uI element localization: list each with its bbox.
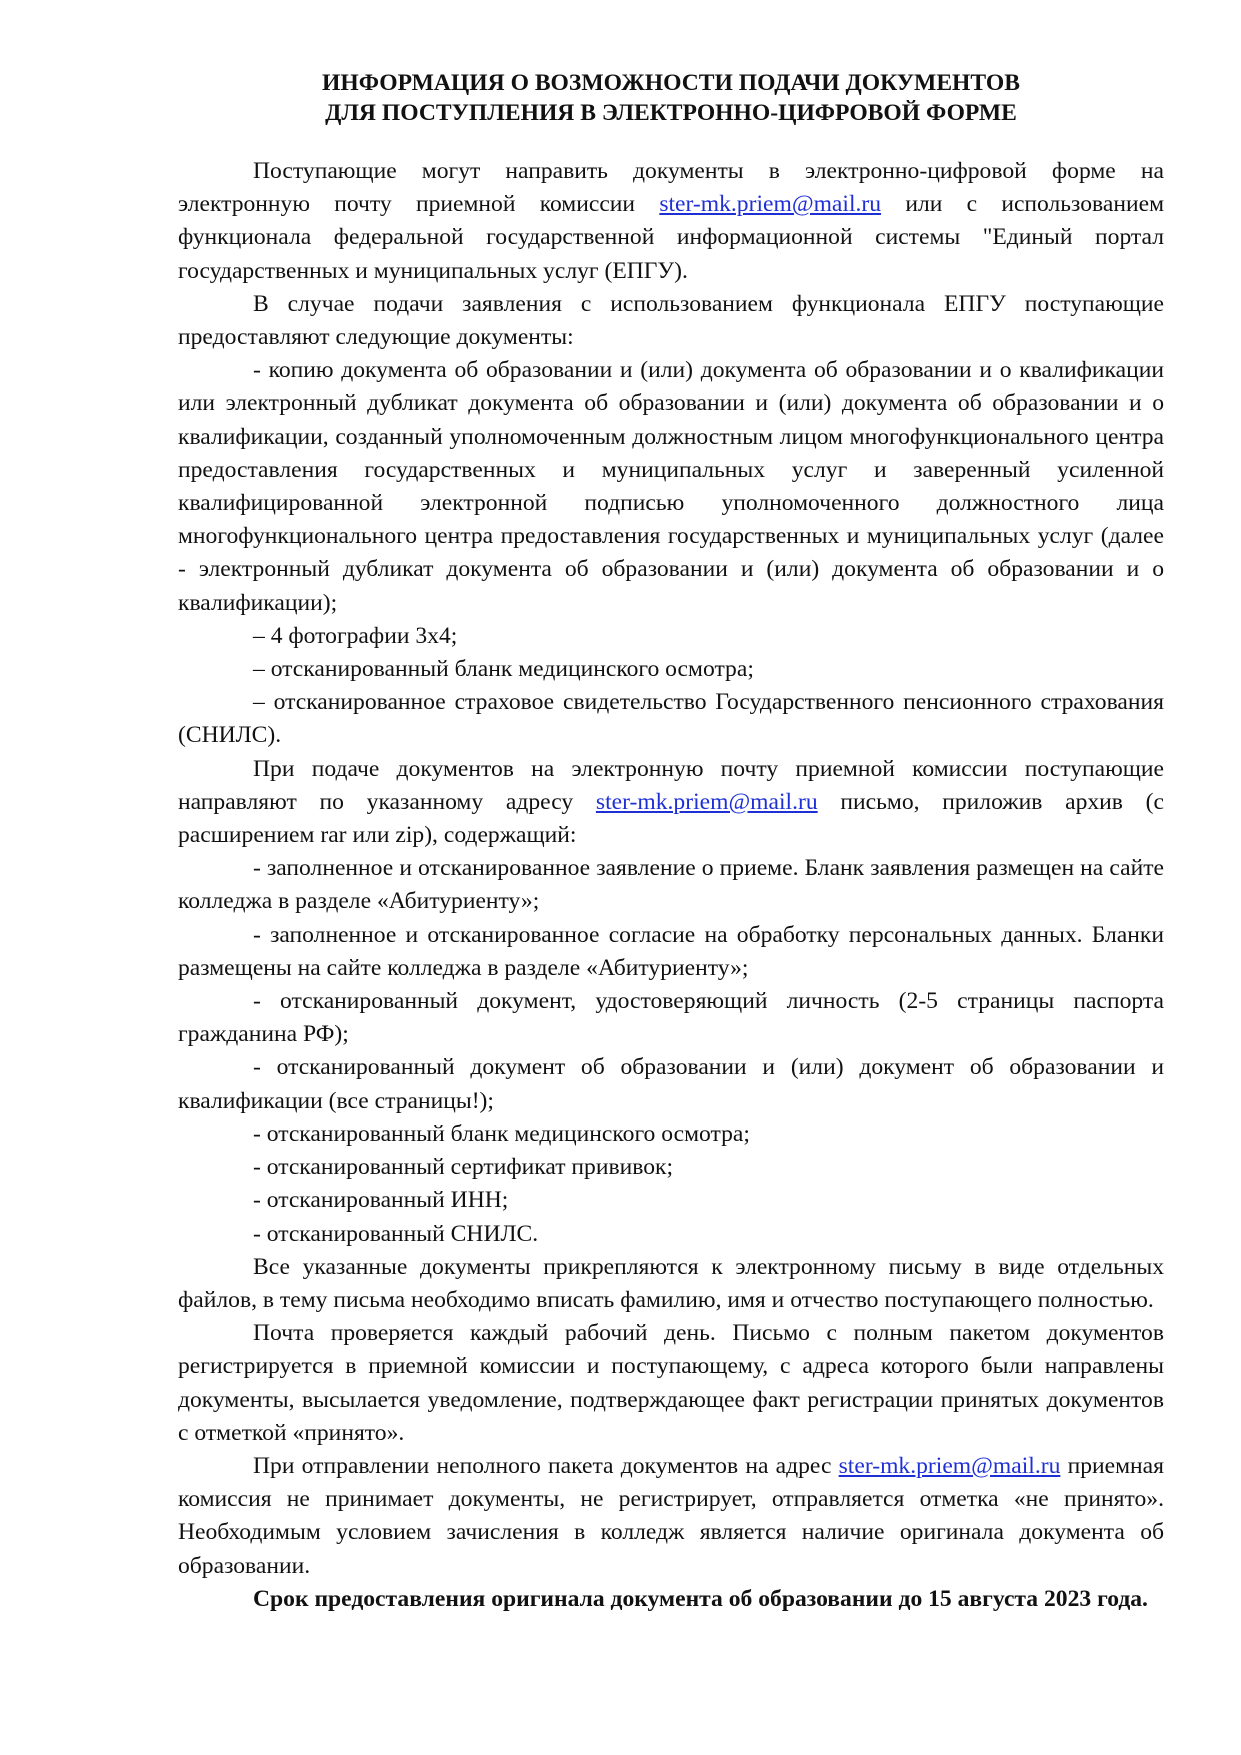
list-item-identity-document: - отсканированный документ, удостоверяющий личность (2-5 страницы паспорта гражданина РФ); xyxy=(178,988,1164,1048)
list-item-inn: - отсканированный ИНН; xyxy=(253,1187,509,1214)
list-item-education-scan: - отсканированный документ об образовании и (или) документ об образовании и квалификации (все страницы!); xyxy=(178,1054,1164,1114)
title-line-1: ИНФОРМАЦИЯ О ВОЗМОЖНОСТИ ПОДАЧИ ДОКУМЕНТОВ xyxy=(322,70,1020,96)
page-title xyxy=(178,68,1164,128)
paragraph-intro-text-a: Поступающие могут направить документы в электронно-цифровой форме на электронную почту приемной комиссии xyxy=(178,158,1164,218)
list-item-snils: - отсканированный СНИЛС. xyxy=(253,1220,539,1247)
paragraph-incomplete-text-b: приемная комиссия не принимает документы, не регистрирует, отправляется отметка «не принято». Необходимым условием зачисления в колледж является наличие оригинала документа об образовании. xyxy=(178,1452,1164,1579)
paragraph-incomplete-package xyxy=(178,1450,1164,1583)
list-item-application: - заполненное и отсканированное заявление о приеме. Бланк заявления размещен на сайте колледжа в разделе «Абитуриенту»; xyxy=(178,855,1164,915)
list-item-medical-scan: - отсканированный бланк медицинского осмотра; xyxy=(253,1120,750,1147)
paragraph-incomplete-text-a: При отправлении неполного пакета документов на адрес xyxy=(253,1452,839,1479)
email-link[interactable]: ster-mk.priem@mail.ru xyxy=(595,788,818,815)
list-item-medical-form: – отсканированный бланк медицинского осмотра; xyxy=(253,656,754,683)
email-link[interactable]: ster-mk.priem@mail.ru xyxy=(659,191,882,218)
list-item-snils-certificate: – отсканированное страховое свидетельство Государственного пенсионного страхования (СНИЛС). xyxy=(178,689,1164,749)
title-line-2: ДЛЯ ПОСТУПЛЕНИЯ В ЭЛЕКТРОННО-ЦИФРОВОЙ ФОРМЕ xyxy=(325,100,1017,126)
paragraph-email-submission xyxy=(178,753,1164,853)
document-page xyxy=(178,68,1164,1616)
email-link[interactable]: ster-mk.priem@mail.ru xyxy=(838,1452,1061,1479)
paragraph-mail-check: Почта проверяется каждый рабочий день. Письмо с полным пакетом документов регистрируется в приемной комиссии и поступающему, с адреса которого были направлены документы, высылается уведомление, подтверждающее факт регистрации принятых документов с отметкой «принято». xyxy=(178,1320,1164,1446)
paragraph-epgu: В случае подачи заявления с использованием функционала ЕПГУ поступающие предоставляют следующие документы: xyxy=(178,290,1164,351)
deadline-notice: Срок предоставления оригинала документа об образовании до 15 августа 2023 года. xyxy=(253,1585,1148,1612)
paragraph-email-text-a: При подаче документов на электронную почту приемной комиссии поступающие направляют по указанному адресу xyxy=(178,755,1164,815)
paragraph-intro-text-b: или с использованием функционала федеральной государственной информационной системы "Единый портал государственных и муниципальных услуг (ЕПГУ). xyxy=(178,191,1164,284)
list-item-photos: – 4 фотографии 3х4; xyxy=(253,622,458,649)
paragraph-email-text-b: письмо, приложив архив (с расширением rar или zip), содержащий: xyxy=(178,788,1164,849)
paragraph-intro xyxy=(178,155,1164,288)
paragraph-attachments: Все указанные документы прикрепляются к электронному письму в виде отдельных файлов, в тему письма необходимо вписать фамилию, имя и отчество поступающего полностью. xyxy=(178,1253,1164,1313)
list-item-consent: - заполненное и отсканированное согласие на обработку персональных данных. Бланки размещены на сайте колледжа в разделе «Абитуриенту»; xyxy=(178,921,1164,981)
list-item-vaccination: - отсканированный сертификат прививок; xyxy=(253,1154,674,1181)
list-item-education-document: - копию документа об образовании и (или) документа об образовании и о квалификации или электронный дубликат документа об образовании и (или) документа об образовании и о квалификации, созданный уполномоченным должностным лицом многофункционального центра предоставления государственных и муниципальных услуг и заверенный усиленной квалифицированной электронной подписью уполномоченного должностного лица многофункционального центра предоставления государственных и муниципальных услуг (далее - электронный дубликат документа об образовании и (или) документа об образовании и о квалификации); xyxy=(178,357,1164,616)
